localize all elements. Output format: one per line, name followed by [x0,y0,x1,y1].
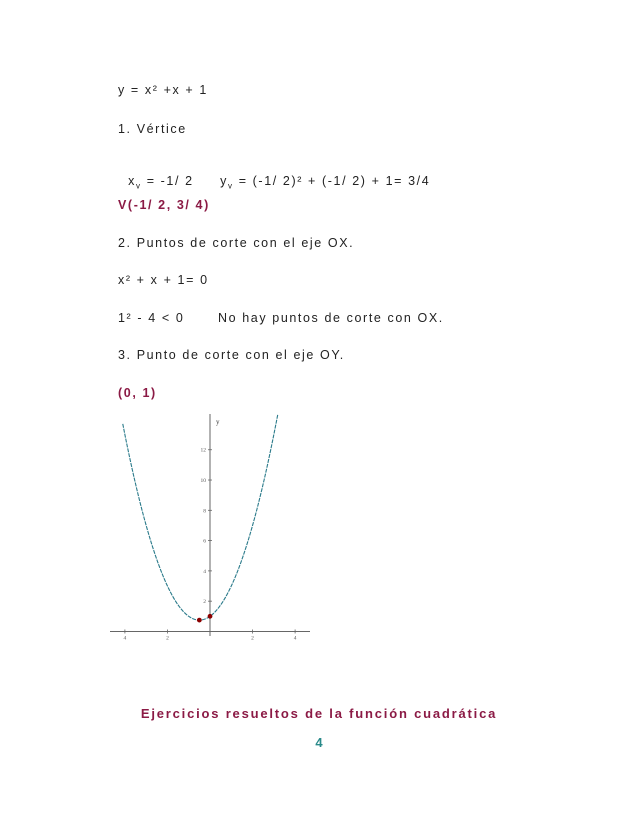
oy-heading: 3. Punto de corte con el eje OY. [118,348,345,362]
plot-axes [110,414,310,636]
oy-result: (0, 1) [118,386,157,400]
discriminant: 1² - 4 < 0 [118,311,185,325]
ox-conclusion: No hay puntos de corte con OX. [218,311,444,325]
x-tick-label: 2 [251,635,254,642]
y-tick-label: 4 [203,568,206,575]
plot-point [197,618,202,623]
y-axis-label: y [216,418,220,426]
y-tick-label: 10 [200,478,206,485]
plot-point [208,614,213,619]
y-tick-label: 6 [203,538,206,545]
yv-label: y [220,174,229,188]
ox-equation: x² + x + 1= 0 [118,273,209,287]
yv-subscript: v [228,181,234,191]
equation: y = x² +x + 1 [118,83,208,97]
vertex-result: V(-1/ 2, 3/ 4) [118,198,210,212]
ox-heading: 2. Puntos de corte con el eje OX. [118,236,355,250]
yv-value: = (-1/ 2)² + (-1/ 2) + 1= 3/4 [233,174,431,188]
xv-subscript: v [136,181,142,191]
yv-line [210,160,430,191]
parabola-plot [110,410,310,650]
y-tick-label: 12 [200,447,206,454]
vertex-heading: 1. Vértice [118,122,187,136]
parabola-curve [123,410,283,620]
plot-curve [123,410,283,620]
vertex-coordinates-line [118,160,194,191]
x-tick-label: 2 [166,635,169,642]
y-tick-label: 2 [203,599,206,606]
xv-label: x [128,174,137,188]
xv-value: = -1/ 2 [141,174,194,188]
y-tick-label: 8 [203,508,206,515]
x-tick-label: 4 [293,635,297,642]
x-tick-label: 4 [123,635,127,642]
page-number: 4 [315,735,323,750]
footer-title: Ejercicios resueltos de la función cuadrática [140,706,498,721]
